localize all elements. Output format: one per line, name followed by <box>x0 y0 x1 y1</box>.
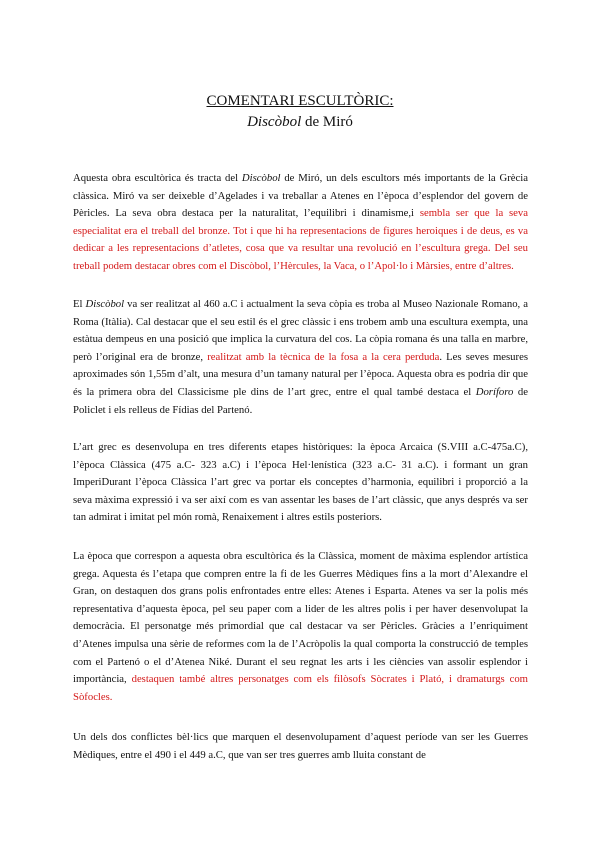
paragraph-2 <box>73 296 528 419</box>
paragraph-1 <box>73 170 528 276</box>
title-line-2 <box>0 113 600 131</box>
paragraph-text: L’art grec es desenvolupa en tres diferents etapes històriques: la època Arcaica (S.VIII a.C-475a.C), l’època Clàssica (475 a.C- 323 a.C) i l’època Hel·lenística (323 a.C- 31 a.C). i formant un gran ImperiDurant l’època Clàssica l’art grec va portar els conceptes d’harmonia, equilibri i proporció a la seva màxima expressió i va ser així com es van assentar les bases de l’art clàssic, que anys després va ser tan admirat i imitat pel món romà, Renaixement i altres estils posteriors. <box>73 441 528 524</box>
paragraph-text: El <box>73 298 86 310</box>
paragraph-highlight: sembla ser que la seva especialitat era el treball del bronze. Tot i que hi ha representacions de figures heroiques i de deus, es va dedicar a les representacions d’atletes, cosa que va resultar una revolució en l’escultura grega. Del seu treball podem destacar obres com el Discòbol, l’Hèrcules, la Vaca, o l’Apol·lo i Màrsies, entre d’altres. <box>73 207 528 272</box>
paragraph-text: Un dels dos conflictes bèl·lics que marquen el desenvolupament d’aquest període van ser les Guerres Mèdiques, entre el 490 i el 449 a.C, que van ser tres guerres amb lluita constant de <box>73 731 528 761</box>
paragraph-highlight: destaquen també altres personatges com els filòsofs Sòcrates i Plató, i dramaturgs com Sòfocles. <box>73 673 528 703</box>
paragraph-4 <box>73 548 528 706</box>
paragraph-italic: Discòbol <box>85 298 125 310</box>
paragraph-text: va ser realitzat al 460 a.C i actualment la seva còpia es troba al Museo Nazionale Romano, a Roma (Itàlia). Cal destacar que el seu estil és el grec clàssic i ens trobem amb una escultura exempta, una estàtua dempeus en una posició que implica la curvatura del cos. La còpia romana és una talla en marbre, però l’original era de bronze, <box>73 298 528 363</box>
document-title <box>0 92 600 131</box>
paragraph-italic: Doríforo <box>475 385 514 398</box>
paragraph-text: de Policlet i els relleus de Fídias del Partenó. <box>73 385 528 416</box>
paragraph-5 <box>73 729 528 764</box>
title-work-name: Discòbol <box>247 114 302 130</box>
paragraph-highlight: realitzat amb la tècnica de la fosa a la cera perduda <box>207 350 440 363</box>
paragraph-italic: Discòbol <box>241 172 281 184</box>
paragraph-text: . Les seves mesures aproximades són 1,55m d’alt, una mesura d’un tamany natural per l’època. Aquesta obra es podria dir que és la primera obra del Classicisme ple dins de l’art grec, entre el qual també destaca el <box>73 350 528 398</box>
title-line-1: COMENTARI ESCULTÒRIC: <box>206 93 394 109</box>
paragraph-3 <box>73 439 528 527</box>
paragraph-text: Aquesta obra escultòrica és tracta del <box>73 172 242 184</box>
paragraph-text: La època que correspon a aquesta obra escultòrica és la Clàssica, moment de màxima esplendor artística grega. Aquesta és l’etapa que compren entre la fi de les Guerres Mèdiques fins a la mort d’Alexandre el Gran, on destaquen dos grans polis enfrontades entre elles: Atenes i Esparta. Atenes va ser la polis més representativa d’aquesta època, pel seu paper com a lider de les altres polis i per haver desenvolupat la democràcia. El personatge més primordial que cal destacar va ser Pèricles. Gràcies a l’enriquiment d’Atenes impulsa una sèrie de reformes com la de l’Acròpolis la qual comporta la construcció de temples com el Partenó o el d’Atenea Niké. Durant el seu regnat les arts i les ciències van assolir esplendor i importància, <box>73 550 528 686</box>
title-author: de Miró <box>301 114 353 130</box>
paragraph-text: de Miró, un dels escultors més importants de la Grècia clàssica. Miró va ser deixeble d’Agelades i va treballar a Atenes en l’època d’esplendor del govern de Pèricles. La seva obra destaca per la naturalitat, l’equilibri i dinamisme,i <box>73 172 528 220</box>
